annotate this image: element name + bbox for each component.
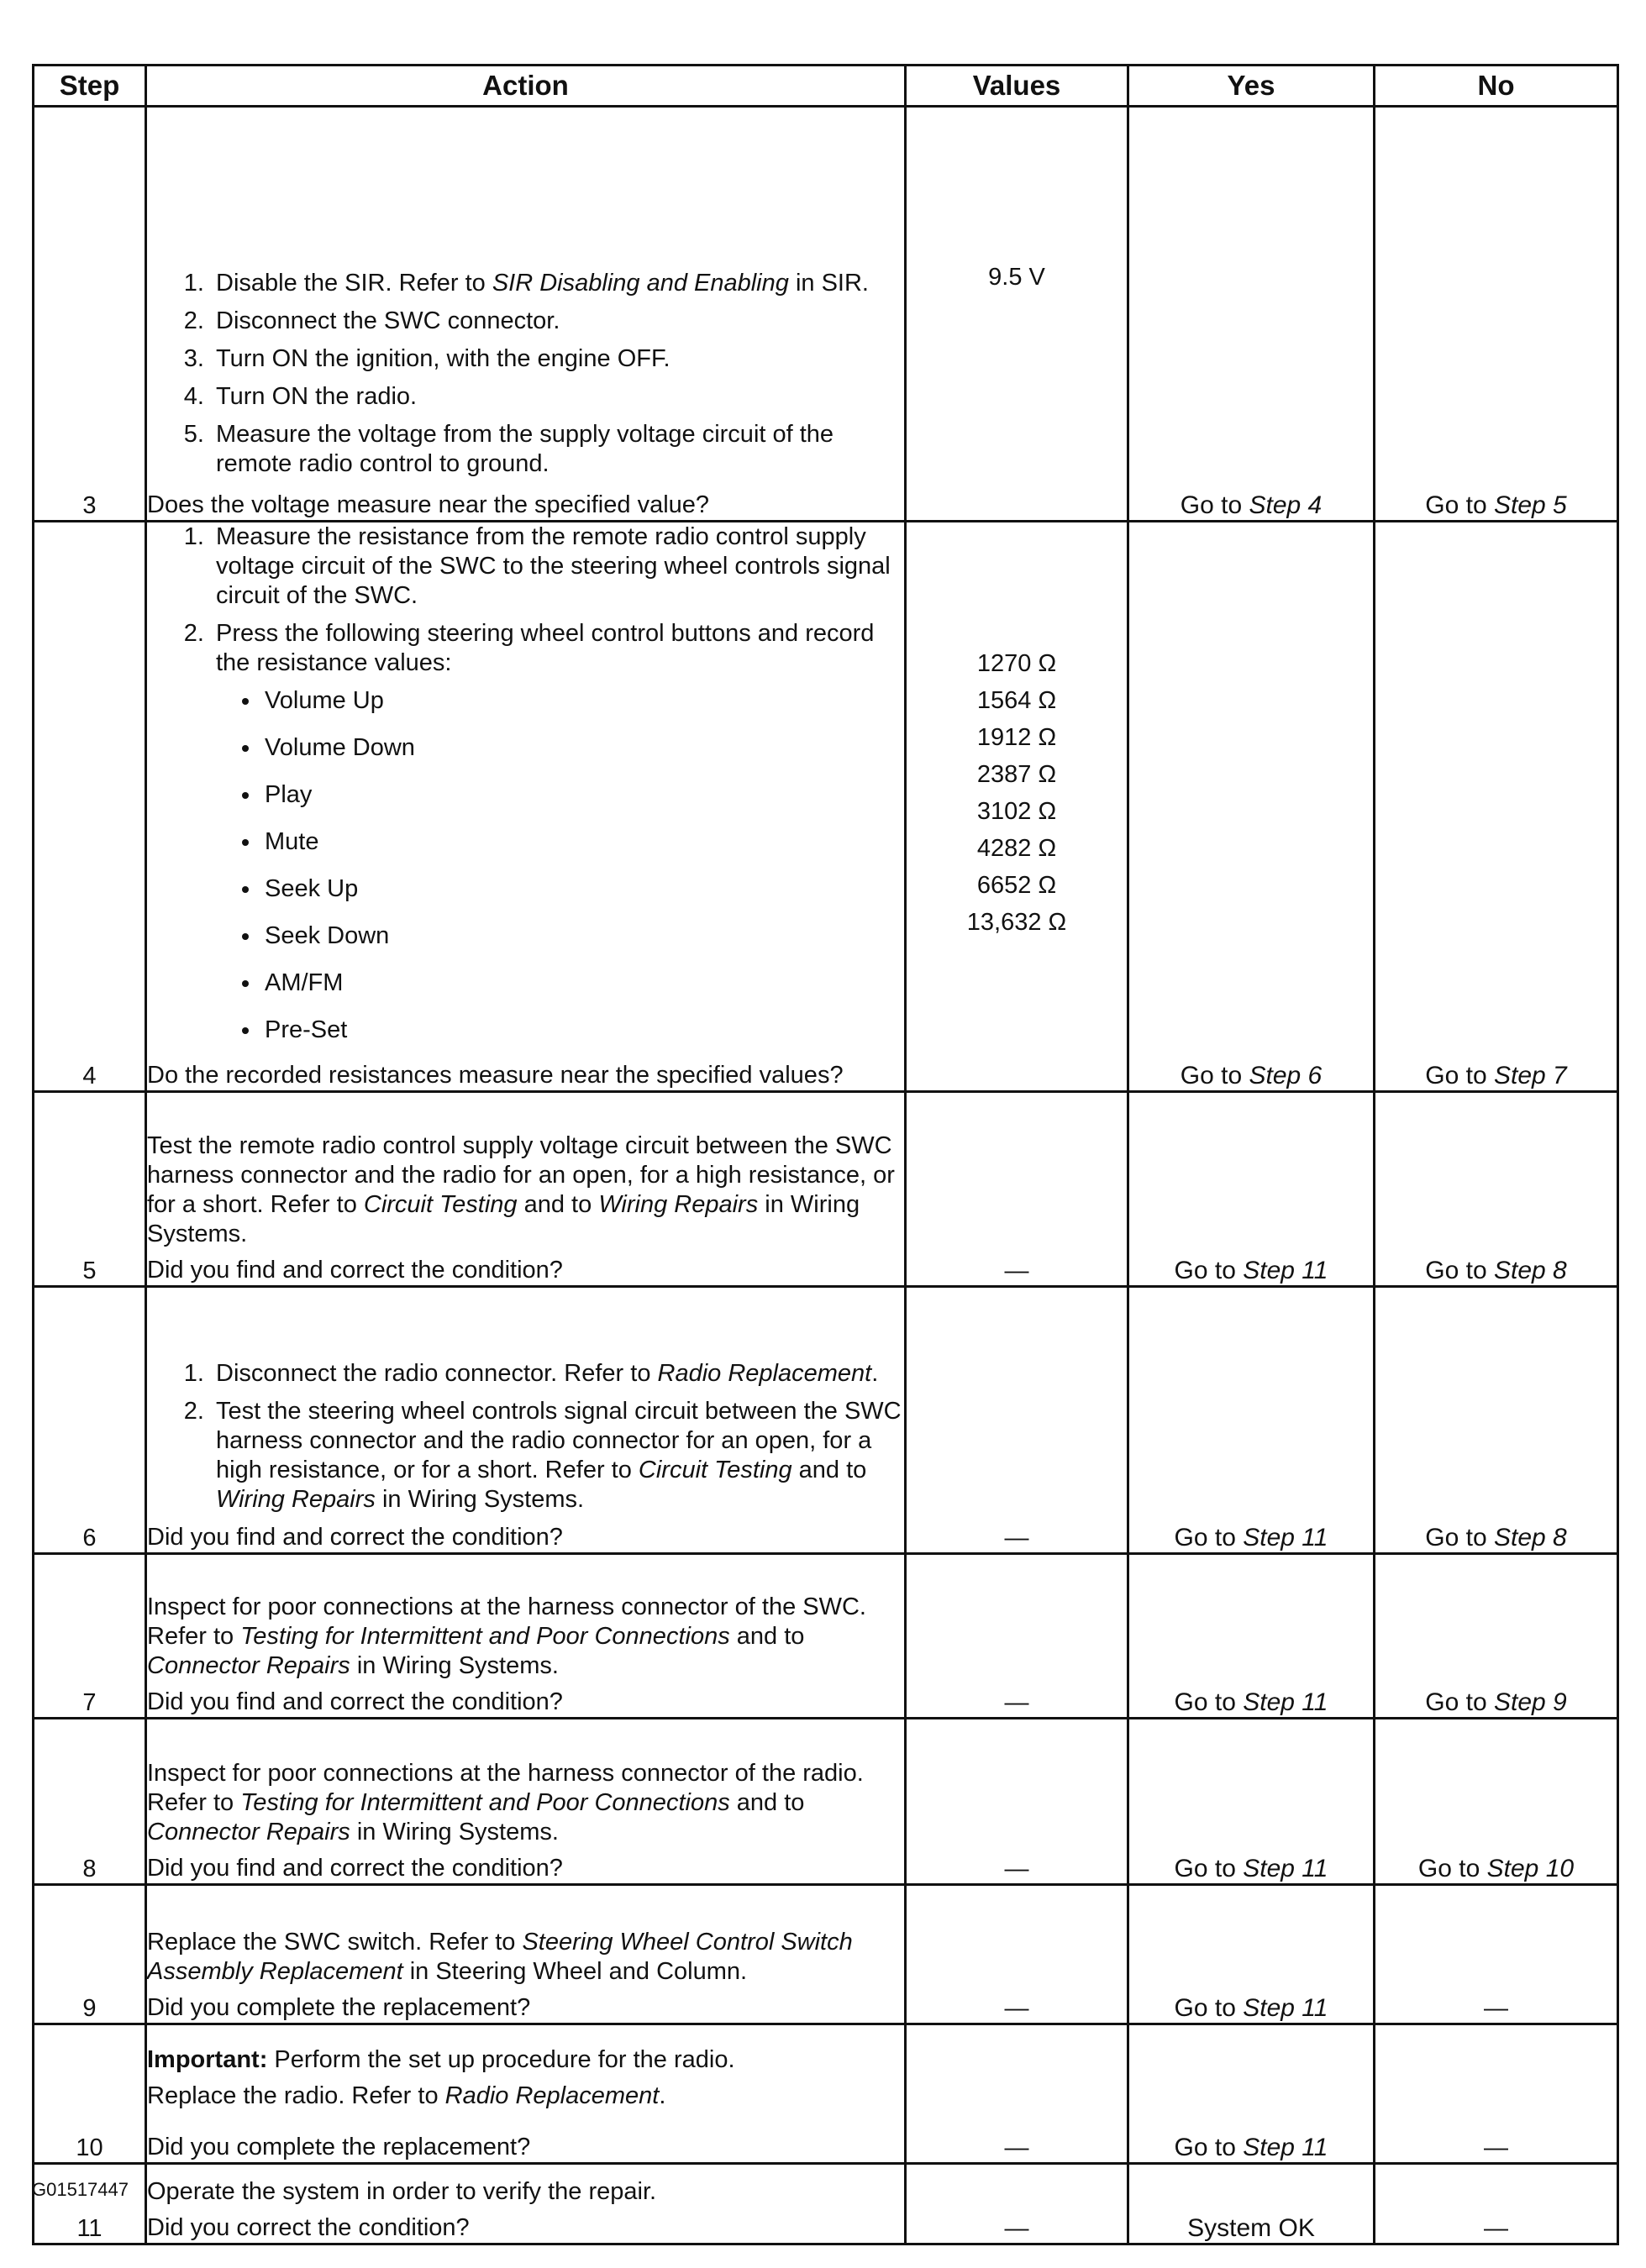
instruction-list — [147, 269, 904, 479]
header-no: No — [1375, 66, 1618, 107]
instruction-text: Test the remote radio control supply voltage circuit between the SWC harness connector and the radio for an open, for a high resistance, or for a short. Refer to Circuit Testing and to Wiring Repairs in Wiring Systems. — [147, 1132, 895, 1247]
list-item: • Volume Down — [261, 728, 904, 767]
no-cell: Go to Step 5 — [1375, 107, 1618, 522]
list-item: • Seek Up — [261, 869, 904, 908]
yes-cell: Go to Step 4 — [1128, 107, 1375, 522]
instruction-text: Replace the radio. Refer to Radio Replacement. — [147, 2082, 666, 2109]
values-cell: — — [906, 1719, 1128, 1885]
values-cell: — — [906, 1554, 1128, 1719]
yes-cell: Go to Step 11 — [1128, 1287, 1375, 1554]
list-item: 3. Turn ON the ignition, with the engine OFF. — [211, 344, 904, 374]
question: Did you find and correct the condition? — [147, 1524, 563, 1551]
yes-cell: Go to Step 11 — [1128, 1554, 1375, 1719]
list-item: 1. Measure the resistance from the remote radio control supply voltage circuit of the SWC to the steering wheel controls signal circuit of the SWC. — [211, 522, 904, 611]
list-item: • Volume Up — [261, 681, 904, 720]
resistance-value: 1270 Ω — [976, 650, 1057, 677]
step-number: 4 — [34, 522, 146, 1092]
resistance-value: 6652 Ω — [976, 872, 1057, 899]
action-cell — [146, 1287, 906, 1554]
header-yes: Yes — [1128, 66, 1375, 107]
table-row — [34, 2024, 1618, 2164]
action-cell — [146, 1719, 906, 1885]
step-number: 11 — [34, 2164, 146, 2244]
values-cell — [906, 522, 1128, 1092]
action-cell — [146, 1092, 906, 1287]
instruction-list — [147, 522, 904, 1049]
no-cell: Go to Step 8 — [1375, 1092, 1618, 1287]
resistance-value: 1912 Ω — [976, 724, 1057, 751]
button-list — [216, 681, 904, 1049]
list-item: 5. Measure the voltage from the supply voltage circuit of the remote radio control to ground. — [211, 420, 904, 479]
diagnostic-table — [32, 64, 1619, 2245]
list-item: 1. Disable the SIR. Refer to SIR Disabling and Enabling in SIR. — [211, 269, 904, 298]
list-item: • Seek Down — [261, 916, 904, 955]
resistance-value: 3102 Ω — [976, 798, 1057, 825]
step-number: 6 — [34, 1287, 146, 1554]
header-row — [34, 66, 1618, 107]
step-number: 3 — [34, 107, 146, 522]
step-number: 5 — [34, 1092, 146, 1287]
action-cell — [146, 2164, 906, 2244]
list-item: • AM/FM — [261, 963, 904, 1002]
list-item: • Play — [261, 775, 904, 814]
values-cell: — — [906, 1092, 1128, 1287]
resistance-value: 13,632 Ω — [966, 909, 1067, 936]
resistance-value: 4282 Ω — [976, 835, 1057, 862]
list-item: 1. Disconnect the radio connector. Refer to Radio Replacement. — [211, 1359, 904, 1389]
table-row — [34, 1554, 1618, 1719]
values-cell: — — [906, 2024, 1128, 2164]
table-row — [34, 522, 1618, 1092]
no-cell: — — [1375, 2024, 1618, 2164]
no-cell: Go to Step 8 — [1375, 1287, 1618, 1554]
important-note: Important: Perform the set up procedure for the radio. — [147, 2046, 735, 2073]
instruction-text: Operate the system in order to verify the repair. — [147, 2178, 657, 2205]
instruction-text: Inspect for poor connections at the harness connector of the radio. Refer to Testing for Intermittent and Poor Connections and to Connector Repairs in Wiring Systems. — [147, 1760, 864, 1845]
yes-cell: Go to Step 11 — [1128, 1719, 1375, 1885]
question: Do the recorded resistances measure near the specified values? — [147, 1062, 844, 1089]
values-cell: — — [906, 1287, 1128, 1554]
list-item: 2. Test the steering wheel controls signal circuit between the SWC harness connector and the radio connector for an open, for a high resistance, or for a short. Refer to Circuit Testing and to Wiring Repairs in Wiring Systems. — [211, 1397, 904, 1515]
no-cell: — — [1375, 2164, 1618, 2244]
instruction-text: Inspect for poor connections at the harness connector of the SWC. Refer to Testing for Intermittent and Poor Connections and to Connector Repairs in Wiring Systems. — [147, 1593, 866, 1679]
table-row — [34, 1092, 1618, 1287]
header-values: Values — [906, 66, 1128, 107]
resistance-value: 1564 Ω — [976, 687, 1057, 714]
header-step: Step — [34, 66, 146, 107]
no-cell: Go to Step 7 — [1375, 522, 1618, 1092]
values-cell: 9.5 V — [906, 107, 1128, 522]
yes-cell: Go to Step 6 — [1128, 522, 1375, 1092]
yes-cell: Go to Step 11 — [1128, 2024, 1375, 2164]
figure-id: G01517447 — [32, 2179, 129, 2200]
list-item: • Pre-Set — [261, 1011, 904, 1049]
step-number: 10 — [34, 2024, 146, 2164]
question: Did you complete the replacement? — [147, 2134, 531, 2160]
instruction-text: Replace the SWC switch. Refer to Steering Wheel Control Switch Assembly Replacement in Steering Wheel and Column. — [147, 1929, 853, 1985]
no-cell: — — [1375, 1885, 1618, 2024]
resistance-value: 2387 Ω — [976, 761, 1057, 788]
yes-cell: Go to Step 11 — [1128, 1092, 1375, 1287]
instruction-list — [147, 1359, 904, 1515]
list-item: • Mute — [261, 822, 904, 861]
step-number: 7 — [34, 1554, 146, 1719]
list-item: 2. Disconnect the SWC connector. — [211, 307, 904, 336]
action-cell — [146, 522, 906, 1092]
action-cell — [146, 107, 906, 522]
list-item: 4. Turn ON the radio. — [211, 382, 904, 412]
step-number: 8 — [34, 1719, 146, 1885]
step-number: 9 — [34, 1885, 146, 2024]
table-row — [34, 1287, 1618, 1554]
yes-cell: System OK — [1128, 2164, 1375, 2244]
question: Did you complete the replacement? — [147, 1994, 531, 2021]
no-cell: Go to Step 9 — [1375, 1554, 1618, 1719]
action-cell — [146, 1885, 906, 2024]
table-row — [34, 1719, 1618, 1885]
values-cell: — — [906, 1885, 1128, 2024]
question: Does the voltage measure near the specified value? — [147, 491, 710, 518]
header-action: Action — [146, 66, 906, 107]
yes-cell: Go to Step 11 — [1128, 1885, 1375, 2024]
no-cell: Go to Step 10 — [1375, 1719, 1618, 1885]
values-cell: — — [906, 2164, 1128, 2244]
question: Did you find and correct the condition? — [147, 1855, 563, 1882]
question: Did you find and correct the condition? — [147, 1688, 563, 1715]
list-item: 2. Press the following steering wheel control buttons and record the resistance values: • Volume Up • Volume Down • Play • Mute • Seek Up • Seek Down • AM/FM • Pre-Set — [211, 619, 904, 1049]
table-row — [34, 107, 1618, 522]
action-cell — [146, 2024, 906, 2164]
question: Did you correct the condition? — [147, 2214, 470, 2241]
question: Did you find and correct the condition? — [147, 1257, 563, 1284]
action-cell — [146, 1554, 906, 1719]
table-row — [34, 2164, 1618, 2244]
table-row — [34, 1885, 1618, 2024]
